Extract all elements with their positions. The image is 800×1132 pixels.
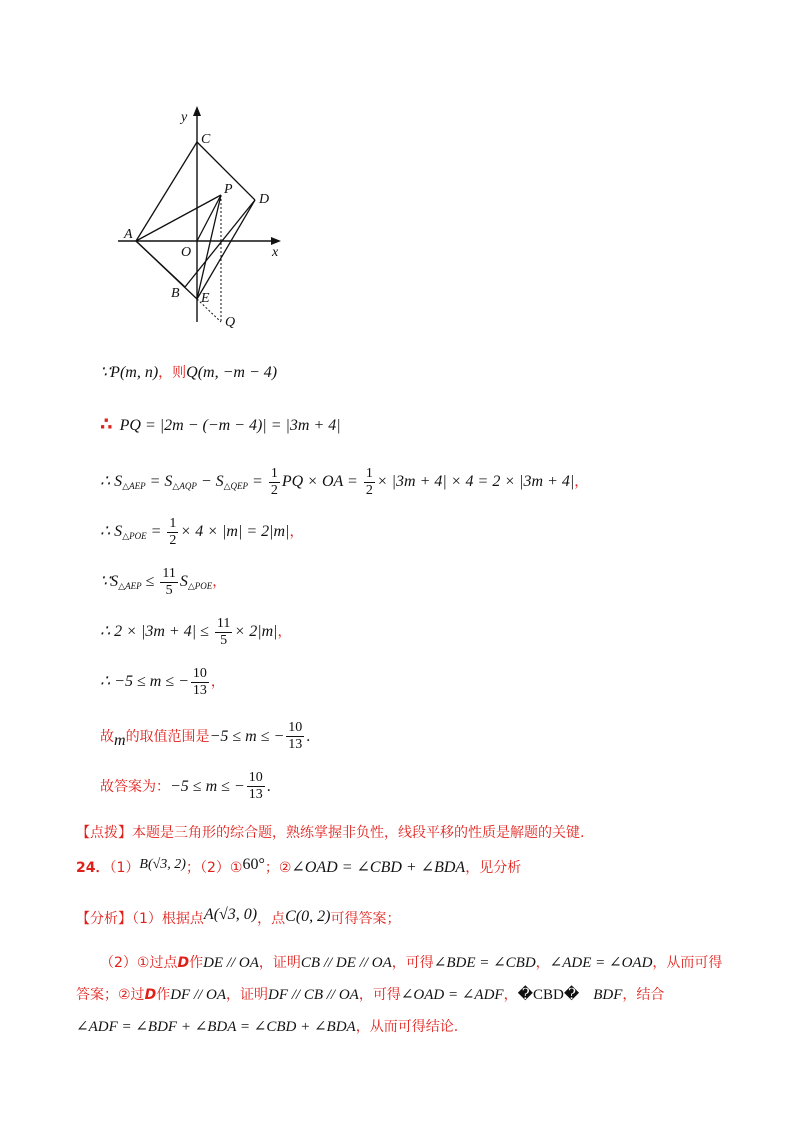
l3-mid3: = <box>248 473 267 491</box>
text-then: ，则 <box>158 365 187 381</box>
l12-m1: A(√3, 0) <box>203 906 258 923</box>
l4-punct: ， <box>289 524 304 541</box>
therefore-symbol: ∴ <box>100 414 113 435</box>
l5-pre: ∵S <box>100 573 119 591</box>
l8-red2: 的取值范围是 <box>125 729 210 745</box>
l12-r3: 可得答案； <box>330 911 401 927</box>
tip-text: 【点拨】本题是三角形的综合题，熟练掌握非负性，线段平移的性质是解题的关键. <box>76 825 585 841</box>
line-q24-answer <box>76 856 521 877</box>
l5-s2: S <box>179 573 188 591</box>
l7-pre: ∴ −5 ≤ m ≤ − <box>100 673 189 691</box>
l12-r1: 【分析】（1）根据点 <box>76 911 204 927</box>
line-pq-length <box>100 414 341 435</box>
l3-sub1: △AEP <box>122 481 146 492</box>
l14-r5: ， <box>503 987 518 1003</box>
l3-mid1: = S <box>145 473 173 491</box>
l13-r3: ，证明 <box>258 955 301 971</box>
fraction-11-5-a: $\frac{11}{5}$ <box>162 566 176 598</box>
line-abs-inequality <box>100 616 292 649</box>
l11-r3: ；② <box>264 860 292 876</box>
l13-d1: D <box>177 955 190 971</box>
l8-punct: . <box>306 728 311 745</box>
l13-r1: （2）①过点 <box>100 955 178 971</box>
line-analysis-3 <box>76 984 664 1004</box>
line-area-inequality <box>100 566 226 599</box>
l3-mid2: − S <box>196 473 224 491</box>
line-analysis-1 <box>76 906 400 928</box>
l13-r4: ，可得 <box>391 955 434 971</box>
line-area-poe <box>100 516 304 549</box>
label-q: Q <box>225 315 236 330</box>
l14-m2: DF // CB // OA <box>268 987 359 1003</box>
l3-post: × |3m + 4| × 4 = 2 × |3m + 4| <box>376 473 575 491</box>
fraction-half-1: $\frac{1}{2}$ <box>270 466 278 498</box>
l5-mid: ≤ <box>141 573 159 591</box>
l14-r1: 答案；②过 <box>76 987 145 1003</box>
l3-pre: ∴ S <box>100 473 123 491</box>
l4-pre: ∴ S <box>100 523 123 541</box>
l14-m4: �CBD� <box>517 987 580 1003</box>
l7-punct: ， <box>210 674 225 691</box>
fraction-half-3: $\frac{1}{2}$ <box>169 516 177 548</box>
fraction-10-13-c: $\frac{10}{13}$ <box>248 770 263 802</box>
y-axis-arrow <box>193 106 201 116</box>
question-number: 24． <box>76 860 110 876</box>
line-analysis-2 <box>100 952 722 972</box>
l11-r1: （1） <box>109 860 140 876</box>
math-p-coords: ∵P(m, n) <box>100 364 159 381</box>
segment-ac <box>136 142 197 241</box>
line-area-aep <box>100 466 588 499</box>
l14-r2: 作 <box>156 987 171 1003</box>
l14-r3: ，证明 <box>226 987 269 1003</box>
fraction-11-5-b: $\frac{11}{5}$ <box>216 616 231 648</box>
l3-mid4: PQ × OA = <box>281 473 362 491</box>
l8-math: −5 ≤ m ≤ − <box>209 728 285 745</box>
math-q-coords: Q(m, −m − 4) <box>186 364 278 381</box>
label-b: B <box>171 286 180 301</box>
l4-sub: △POE <box>122 531 147 542</box>
l15-m1: ∠ADF = ∠BDF + ∠BDA = ∠CBD + ∠BDA <box>76 1019 356 1035</box>
l11-m1: B(√3, 2) <box>139 857 186 872</box>
label-e: E <box>201 291 210 306</box>
geometry-figure <box>0 0 800 340</box>
l6-post: × 2|m| <box>234 623 278 641</box>
line-analysis-4 <box>76 1016 458 1036</box>
label-o: O <box>181 245 192 260</box>
l13-m4: ∠ADE = ∠OAD <box>549 955 653 971</box>
label-d: D <box>259 192 270 207</box>
l9-math: −5 ≤ m ≤ − <box>170 778 245 795</box>
segment-ed <box>197 200 255 299</box>
line-tip <box>76 822 584 842</box>
l8-red1: 故 <box>100 729 114 745</box>
label-y: y <box>181 110 188 125</box>
label-c: C <box>201 132 211 147</box>
l9-punct: . <box>266 778 271 795</box>
l14-m5: BDF <box>593 987 623 1003</box>
l11-r2: ；（2）① <box>185 860 243 876</box>
line-m-range <box>100 666 225 699</box>
l11-r4: ，见分析 <box>465 860 522 876</box>
l15-r1: ，从而可得结论. <box>355 1019 459 1035</box>
l4-mid: = <box>146 523 166 541</box>
l9-red: 故答案为： <box>100 779 170 795</box>
l13-r2: 作 <box>189 955 204 971</box>
l8-m: m <box>114 732 126 749</box>
l12-m2: C(0, 2) <box>285 908 331 925</box>
label-x: x <box>272 245 279 260</box>
l11-m3: ∠OAD = ∠CBD + ∠BDA <box>291 859 466 876</box>
l14-r6: ，结合 <box>622 987 665 1003</box>
l5-sub1: △AEP <box>118 581 142 592</box>
l4-post: × 4 × |m| = 2|m| <box>180 523 290 541</box>
l11-m2: 60° <box>242 856 265 873</box>
l14-m3: ∠OAD = ∠ADF <box>400 987 504 1003</box>
l13-m1: DE // OA <box>203 955 259 971</box>
segment-ap <box>136 195 221 241</box>
fraction-10-13-b: $\frac{10}{13}$ <box>288 720 303 752</box>
segment-bd <box>185 200 255 287</box>
l3-sub3: △QEP <box>223 481 249 492</box>
l12-r2: ，点 <box>257 911 286 927</box>
math-pq-length: PQ = |2m − (−m − 4)| = |3m + 4| <box>119 417 341 434</box>
l3-sub2: △AQP <box>172 481 197 492</box>
label-p: P <box>224 182 233 197</box>
l13-r5: ， <box>535 955 550 971</box>
l14-r4: ，可得 <box>358 987 401 1003</box>
l5-punct: ， <box>212 574 227 591</box>
line-p-q-coords <box>100 362 277 382</box>
l6-pre: ∴ 2 × |3m + 4| ≤ <box>100 623 213 641</box>
l13-m2: CB // DE // OA <box>300 955 392 971</box>
fraction-half-2: $\frac{1}{2}$ <box>365 466 373 498</box>
x-axis-arrow <box>271 237 281 245</box>
l13-r6: ，从而可得 <box>652 955 723 971</box>
l3-punct: ， <box>574 474 589 491</box>
l14-d1: D <box>144 987 157 1003</box>
l14-m1: DF // OA <box>170 987 227 1003</box>
fraction-10-13-a: $\frac{10}{13}$ <box>192 666 207 698</box>
line-answer <box>100 770 271 803</box>
l5-sub2: △POE <box>187 581 213 592</box>
line-range-conclusion <box>100 720 310 753</box>
label-a: A <box>124 227 133 242</box>
l13-m3: ∠BDE = ∠CBD <box>433 955 536 971</box>
l6-punct: ， <box>277 624 292 641</box>
